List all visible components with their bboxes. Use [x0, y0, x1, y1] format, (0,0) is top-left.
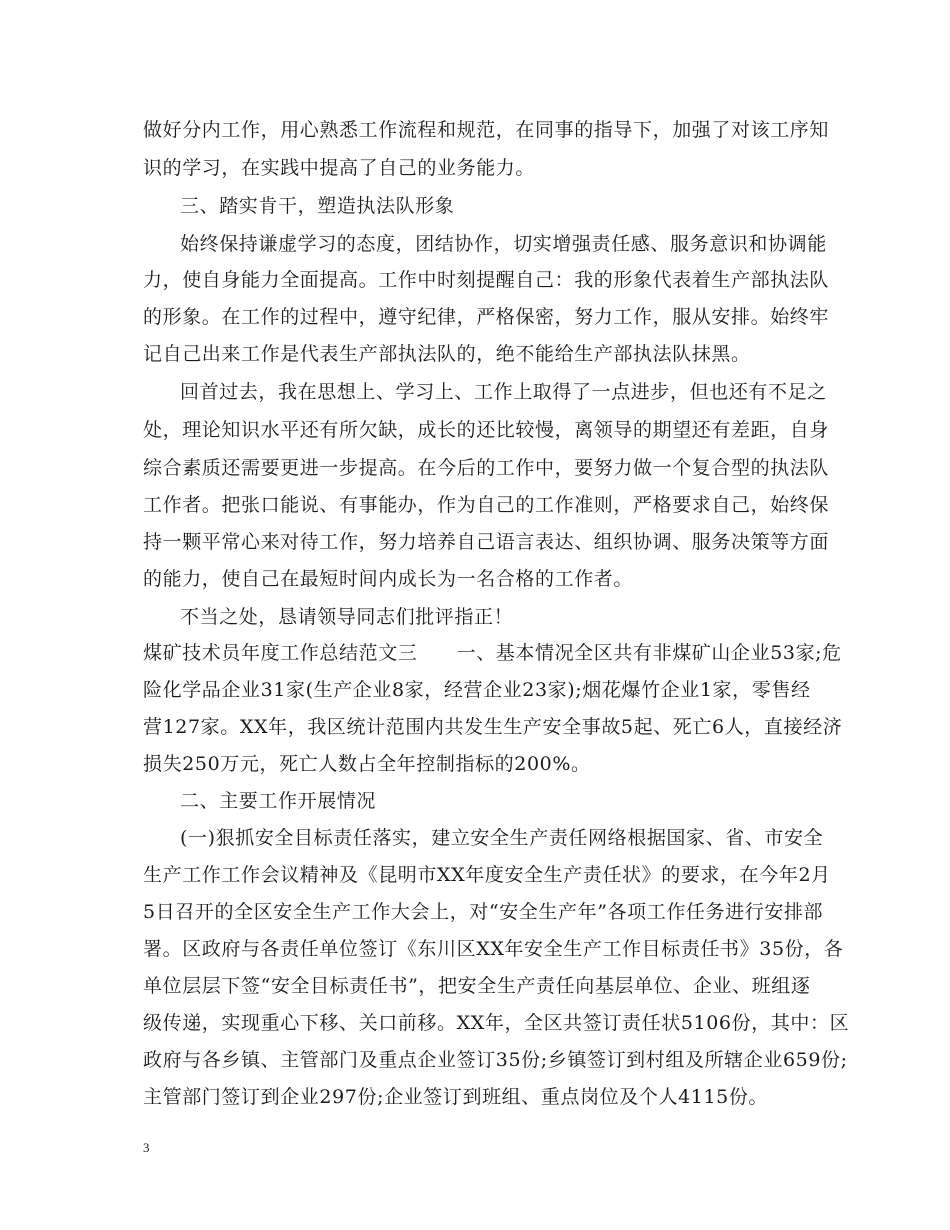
text-line: 力，使自身能力全面提高。工作中时刻提醒自己：我的形象代表着生产部执法队	[143, 269, 830, 291]
text-line: (一)狠抓安全目标责任落实，建立安全生产责任网络根据国家、省、市安全	[180, 827, 824, 849]
text-line: 5日召开的全区安全生产工作大会上，对“安全生产年”各项工作任务进行安排部	[143, 901, 824, 923]
text-line: 的能力，使自己在最短时间内成长为一名合格的工作者。	[143, 568, 634, 590]
text-line: 单位层层下签“安全目标责任书”，把安全生产责任向基层单位、企业、班组逐	[143, 975, 811, 997]
text-line: 做好分内工作，用心熟悉工作流程和规范，在同事的指导下，加强了对该工序知	[143, 119, 830, 141]
text-line: 工作者。把张口能说、有事能办，作为自己的工作准则，严格要求自己，始终保	[143, 494, 830, 516]
text-line: 险化学品企业31家(生产企业8家，经营企业23家);烟花爆竹企业1家，零售经	[143, 679, 811, 701]
text-line: 损失250万元，死亡人数占全年控制指标的200%。	[143, 753, 591, 775]
text-line: 政府与各乡镇、主管部门及重点企业签订35份;乡镇签订到村组及所辖企业659份;	[143, 1049, 848, 1071]
text-line: 不当之处，恳请领导同志们批评指正！	[180, 606, 514, 628]
text-line: 识的学习，在实践中提高了自己的业务能力。	[143, 157, 536, 179]
text-line: 级传递，实现重心下移、关口前移。XX年，全区共签订责任状5106份，其中：区	[143, 1012, 850, 1034]
document-title-line: 煤矿技术员年度工作总结范文三 一、基本情况全区共有非煤矿山企业53家;危	[143, 642, 842, 664]
text-line: 始终保持谦虚学习的态度，团结协作，切实增强责任感、服务意识和协调能	[180, 233, 827, 255]
section-heading: 二、主要工作开展情况	[180, 790, 377, 812]
text-line: 持一颗平常心来对待工作，努力培养自己语言表达、组织协调、服务决策等方面	[143, 531, 830, 553]
text-line: 营127家。XX年，我区统计范围内共发生生产安全事故5起、死亡6人，直接经济	[143, 716, 843, 738]
text-line: 综合素质还需要更进一步提高。在今后的工作中，要努力做一个复合型的执法队	[143, 457, 830, 479]
text-line: 回首过去，我在思想上、学习上、工作上取得了一点进步，但也还有不足之	[180, 381, 827, 403]
text-line: 署。区政府与各责任单位签订《东川区XX年安全生产工作目标责任书》35份，各	[143, 938, 844, 960]
text-line: 处，理论知识水平还有所欠缺，成长的还比较慢，离领导的期望还有差距，自身	[143, 419, 830, 441]
text-line: 生产工作工作会议精神及《昆明市XX年度安全生产责任状》的要求，在今年2月	[143, 864, 831, 886]
text-line: 的形象。在工作的过程中，遵守纪律，严格保密，努力工作，服从安排。始终牢	[143, 306, 830, 328]
text-line: 记自己出来工作是代表生产部执法队的，绝不能给生产部执法队抹黑。	[143, 343, 751, 365]
text-line: 主管部门签订到企业297份;企业签订到班组、重点岗位及个人4115份。	[143, 1086, 769, 1108]
page-number: 3	[143, 1140, 150, 1155]
section-heading: 三、踏实肯干，塑造执法队形象	[180, 195, 455, 217]
